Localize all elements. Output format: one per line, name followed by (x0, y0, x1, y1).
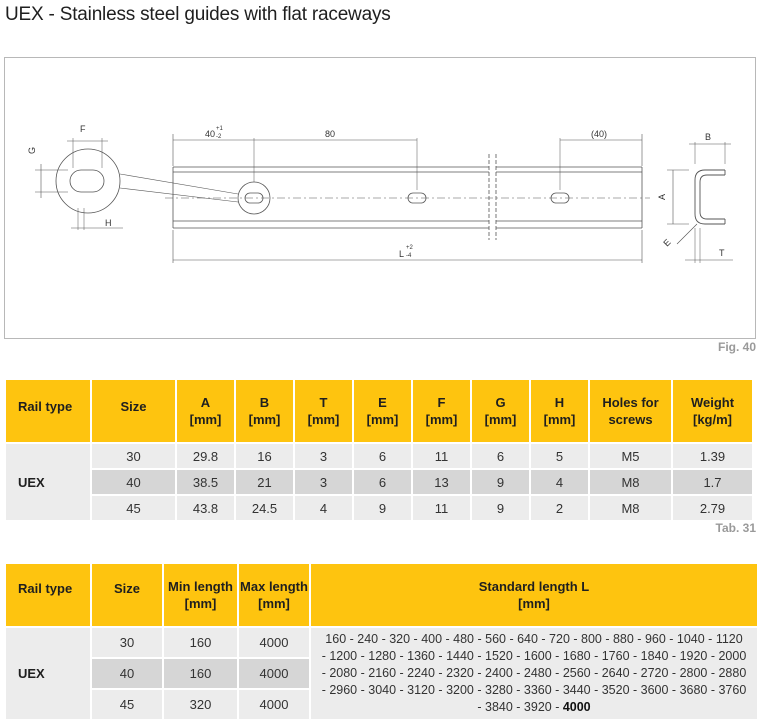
col-rail-type: Rail type (6, 564, 90, 626)
table-header-row (6, 564, 757, 626)
col-H: H [mm] (531, 380, 588, 442)
label-G: G (27, 146, 37, 154)
lengths-table (4, 562, 759, 721)
rail-type-cell: UEX (6, 628, 90, 719)
label-H: H (105, 218, 112, 228)
label-T: T (719, 248, 725, 258)
label-B: B (705, 132, 712, 142)
table-row: UEX 30 29.8 16 3 6 11 6 5 M5 1.39 (6, 444, 752, 468)
col-standard-length: Standard length L [mm] (311, 564, 757, 626)
label-40: 40 (205, 129, 216, 139)
col-size: Size (92, 564, 162, 626)
label-40-paren: (40) (591, 129, 608, 139)
table-caption: Tab. 31 (715, 521, 756, 535)
technical-drawing (4, 57, 756, 339)
rail-cross-section (667, 142, 733, 263)
svg-text:+2: +2 (406, 245, 413, 251)
col-E: E [mm] (354, 380, 411, 442)
col-rail-type: Rail type (6, 380, 90, 442)
col-A: A [mm] (177, 380, 234, 442)
svg-text:-4: -4 (406, 253, 412, 259)
label-A: A (657, 193, 667, 200)
table-row: 45 43.8 24.5 4 9 11 9 2 M8 2.79 (6, 496, 752, 520)
label-80: 80 (325, 129, 336, 139)
table-row: 40 160 4000 (6, 659, 757, 688)
label-L: L (399, 249, 405, 259)
col-F: F [mm] (413, 380, 470, 442)
figure-caption: Fig. 40 (717, 340, 756, 354)
table-row: 40 38.5 21 3 6 13 9 4 M8 1.7 (6, 470, 752, 494)
svg-text:-2: -2 (216, 134, 222, 140)
table-row: 45 320 4000 (6, 690, 757, 719)
label-E: E (661, 237, 673, 249)
max-standard-length: 4000 (562, 700, 591, 714)
table-header-row (6, 380, 752, 442)
col-holes: Holes for screws (590, 380, 671, 442)
col-max-length: Max length [mm] (239, 564, 309, 626)
col-B: B [mm] (236, 380, 293, 442)
col-T: T [mm] (295, 380, 352, 442)
label-F: F (80, 124, 86, 134)
col-size: Size (92, 380, 175, 442)
col-weight: Weight [kg/m] (673, 380, 752, 442)
col-G: G [mm] (472, 380, 529, 442)
top-dimension-lines (173, 134, 642, 166)
svg-text:+1: +1 (216, 126, 223, 132)
rail-type-cell: UEX (6, 444, 90, 520)
col-min-length: Min length [mm] (164, 564, 237, 626)
hole-detail (35, 138, 238, 230)
standard-lengths-cell: 160 - 240 - 320 - 400 - 480 - 560 - 640 - 720 - 800 - 880 - 960 - 1040 - 1120 - 1200 - 1280 - 1360 - 1440 - 1520 - 1600 - 1680 - 1760 - 1840 - 1920 - 2000 - 2080 - 2160 - 2240 - 2320 - 2400 - 2480 - 2560 - 2640 - 2720 - 2800 - 2880 - 2960 - 3040 - 3120 - 3200 - 3280 - 3360 - 3440 - 3520 - 3600 - 3680 - 3760 - 3840 - 3920 - 4000 (311, 628, 757, 719)
table-row: UEX 30 160 4000 160 - 240 - 320 - 400 - 480 - 560 - 640 - 720 - 800 - 880 - 960 - 1040 - 1120 - 1200 - 1280 - 1360 - 1440 - 1520 - 1600 - 1680 - 1760 - 1840 - 1920 - 2000 - 2080 - 2160 - 2240 - 2320 - 2400 - 2480 - 2560 - 2640 - 2720 - 2800 - 2880 - 2960 - 3040 - 3120 - 3200 - 3280 - 3360 - 3440 - 3520 - 3600 - 3680 - 3760 - 3840 - 3920 - 4000 (6, 628, 757, 657)
screw-holes (238, 138, 569, 214)
page-title: UEX - Stainless steel guides with flat raceways (5, 4, 391, 25)
dimensions-table (4, 378, 754, 522)
